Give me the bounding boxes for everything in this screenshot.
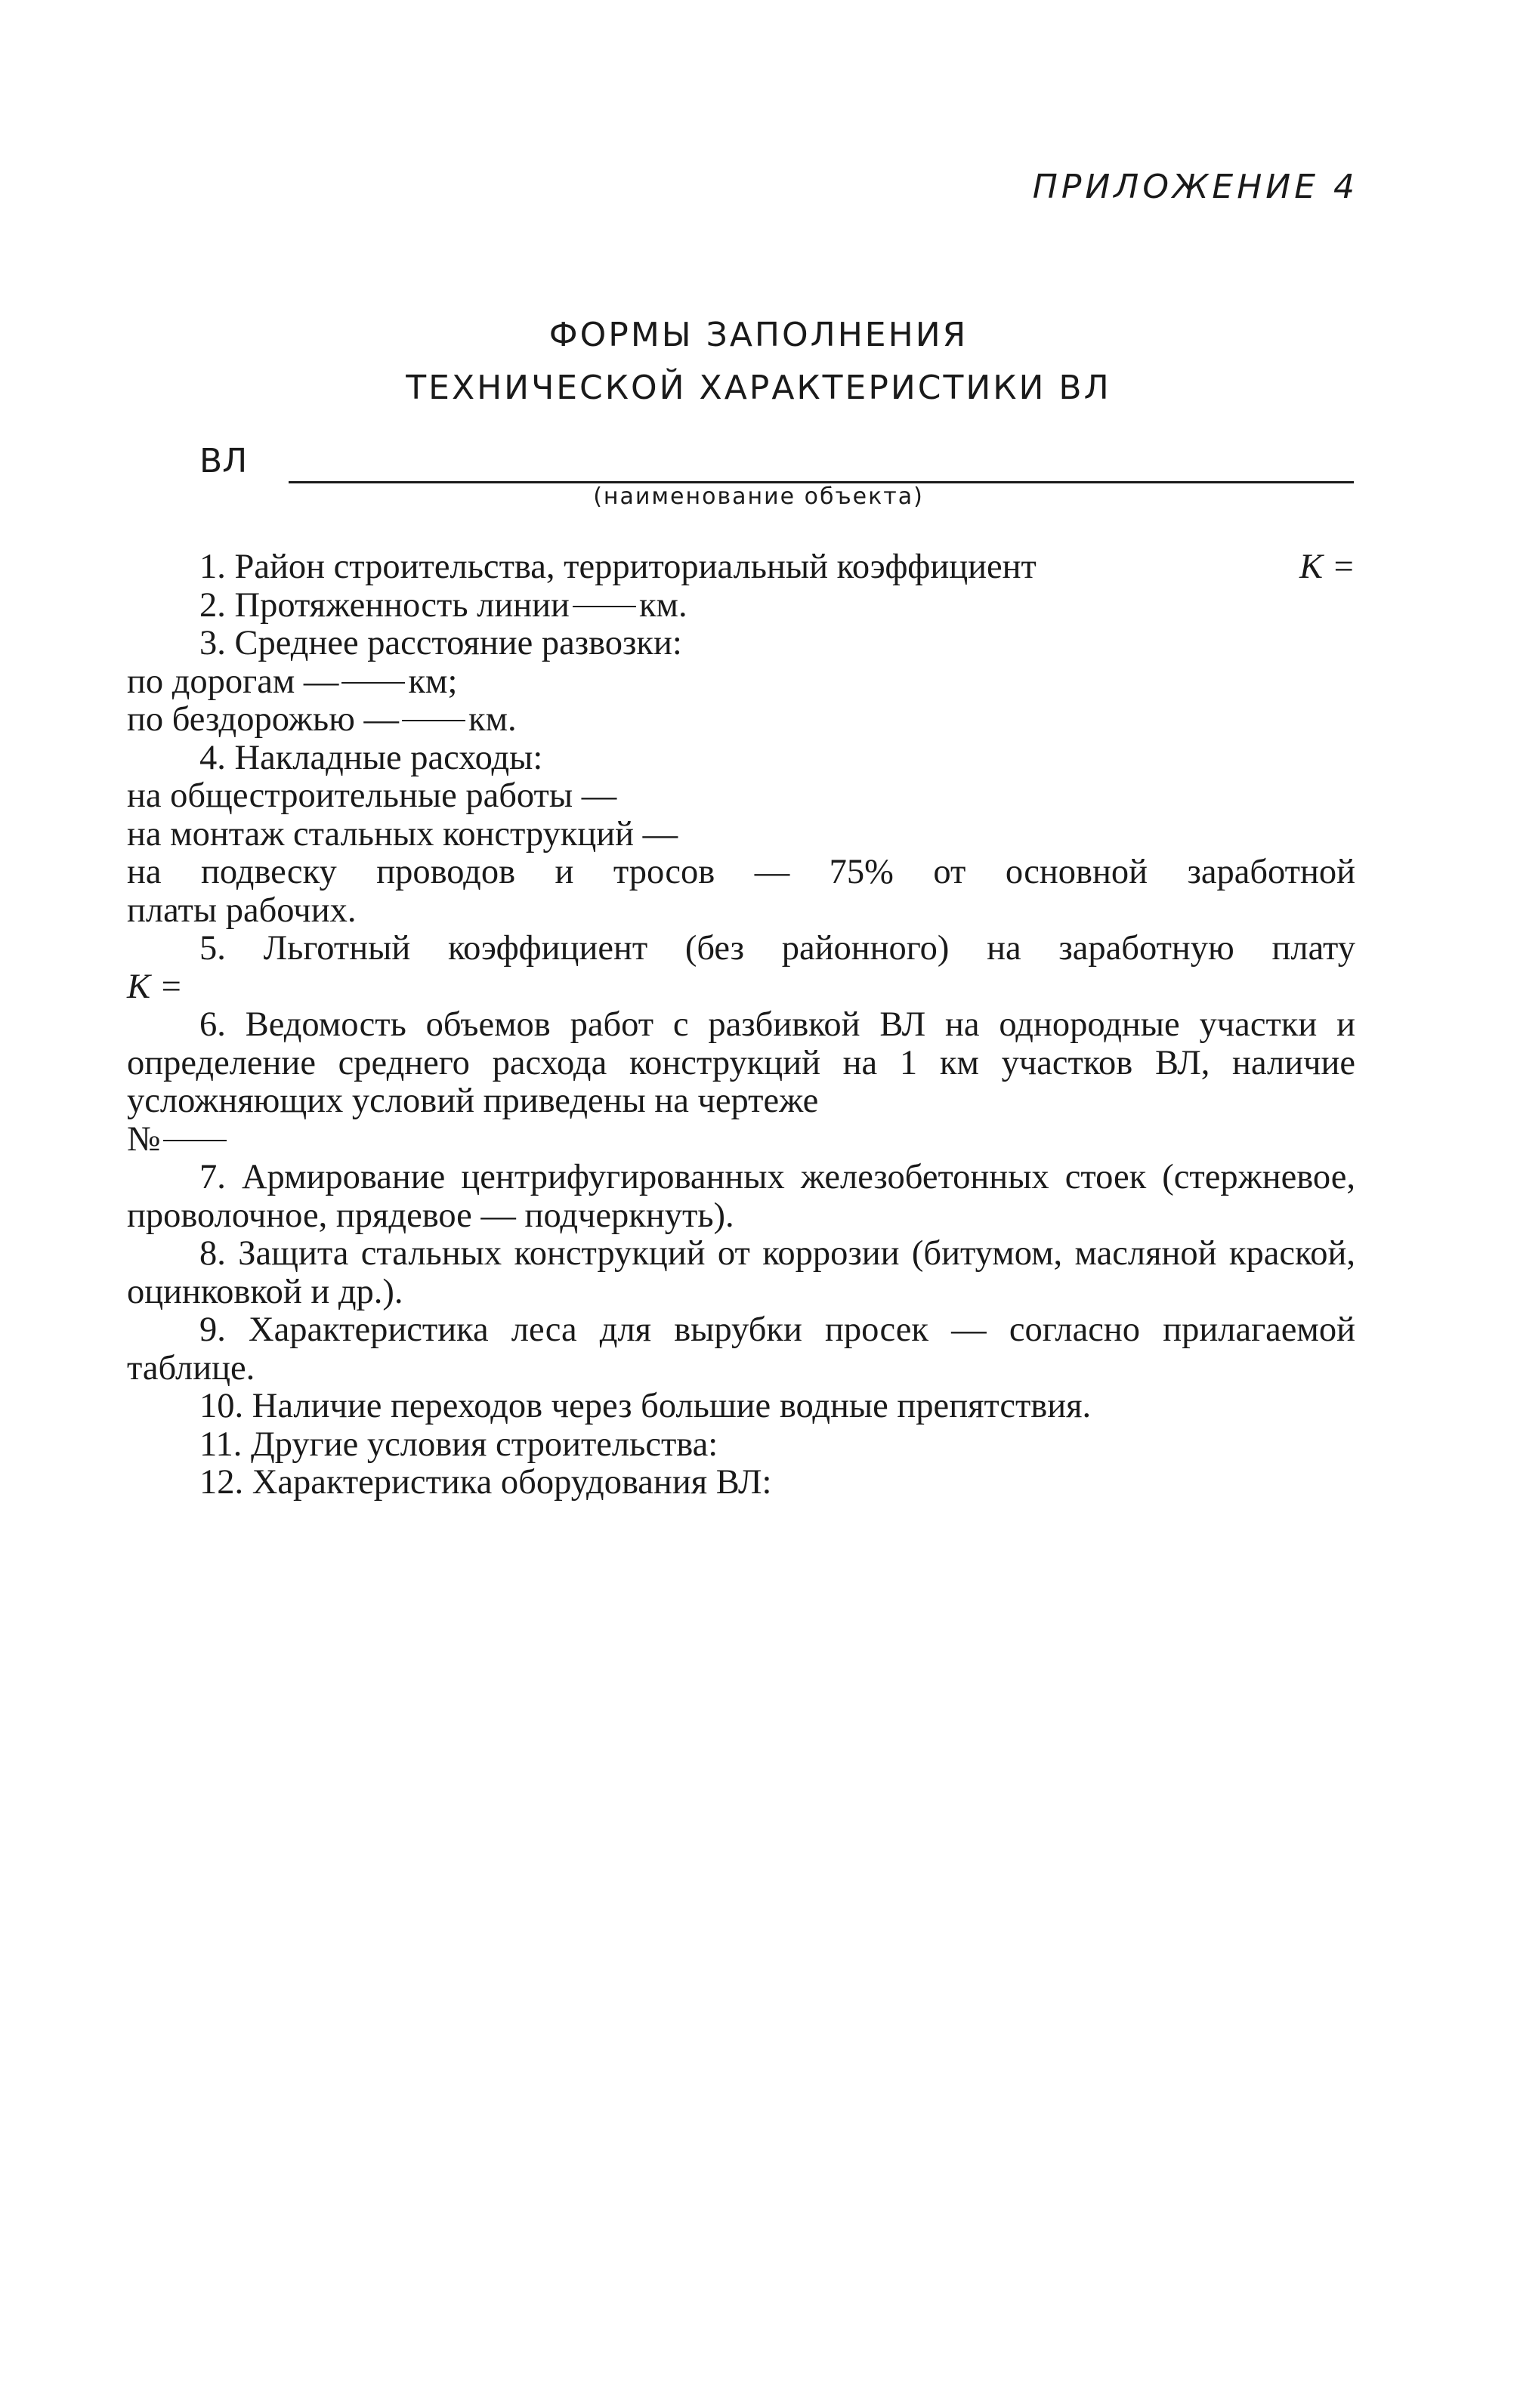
item-4: 4. Накладные расходы:	[199, 738, 543, 777]
blank-line	[163, 1140, 227, 1141]
item-10: 10. Наличие переходов через большие водные препятствия.	[199, 1387, 1092, 1425]
item-2-text: 2. Протяженность линии	[199, 585, 570, 625]
item-7: 7. Армирование центрифугированных железобетонных стоек (стержневое, проволочное, прядевое — подчеркнуть).	[127, 1158, 1355, 1235]
item-9: 9. Характеристика леса для вырубки просек — согласно прилагаемой таблице.	[127, 1311, 1355, 1388]
item-3-roads-text: по дорогам —	[127, 662, 339, 701]
item-6: 6. Ведомость объемов работ с разбивкой ВЛ на однородные участки и определение среднего расхода конструкций на 1 км участков ВЛ, наличие усложняющих условий приведены на чертеже	[127, 1005, 1355, 1120]
item-4-c: на подвеску проводов и тросов — 75% от основной заработной	[127, 853, 1355, 891]
item-1-k: K =	[1299, 548, 1355, 586]
item-2	[127, 587, 1355, 625]
item-4-c-cont: платы рабочих.	[127, 891, 357, 930]
blank-line	[341, 682, 405, 684]
form-items	[127, 548, 1355, 1502]
object-label: ВЛ	[199, 442, 248, 480]
title-line-1: ФОРМЫ ЗАПОЛНЕНИЯ	[548, 316, 969, 354]
item-4-b: на монтаж стальных конструкций —	[127, 814, 678, 854]
item-3-offroad	[127, 701, 1355, 739]
item-2-unit: км.	[638, 585, 687, 625]
blank-line	[573, 606, 636, 607]
object-name-row	[199, 442, 1355, 487]
item-5-k: K =	[127, 967, 184, 1006]
item-3-roads	[127, 663, 1355, 702]
item-5: 5. Льготный коэффициент (без районного) на заработную плату	[199, 929, 1355, 968]
item-12: 12. Характеристика оборудования ВЛ:	[199, 1463, 772, 1502]
object-caption: (наименование объекта)	[593, 483, 924, 510]
item-1-text: 1. Район строительства, территориальный коэффициент	[199, 548, 1037, 586]
item-3-roads-unit: км;	[408, 662, 458, 701]
item-6-number	[127, 1121, 1355, 1159]
appendix-heading: ПРИЛОЖЕНИЕ 4	[1032, 168, 1358, 206]
item-3-offroad-unit: км.	[468, 700, 517, 739]
item-6-number-sign: №	[127, 1119, 161, 1159]
item-3: 3. Среднее расстояние развозки:	[199, 624, 682, 662]
item-4-a: на общестроительные работы —	[127, 776, 617, 815]
blank-line	[402, 720, 465, 721]
item-11: 11. Другие условия строительства:	[199, 1425, 718, 1464]
item-8: 8. Защита стальных конструкций от коррозии (битумом, масляной краской, оцинковкой и др.).	[127, 1234, 1355, 1311]
title-line-2: ТЕХНИЧЕСКОЙ ХАРАКТЕРИСТИКИ ВЛ	[406, 369, 1111, 407]
item-3-offroad-text: по бездорожью —	[127, 700, 399, 739]
item-1	[127, 548, 1355, 587]
